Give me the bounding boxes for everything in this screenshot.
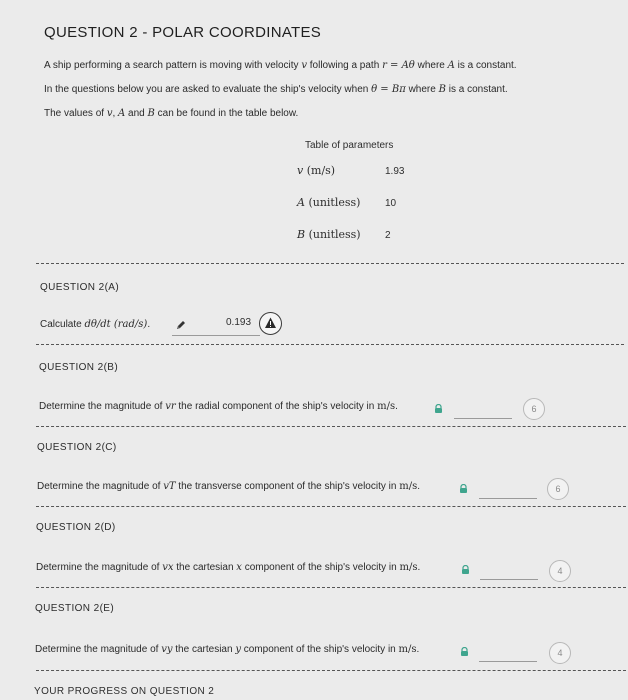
question-2e-header: QUESTION 2(E) — [35, 603, 115, 614]
question-2a-status-badge[interactable] — [259, 312, 282, 335]
table-row-b-value: 2 — [385, 230, 391, 241]
question-2d-prompt: Determine the magnitude of vx the cartesian x component of the ship's velocity in m/s. — [36, 562, 421, 573]
intro-line-1: A ship performing a search pattern is moving with velocity v following a path r = Aθ where A is a constant. — [44, 60, 517, 71]
warning-icon — [260, 313, 281, 334]
question-2c-header: QUESTION 2(C) — [37, 442, 117, 453]
intro-line-3: The values of v, A and B can be found in the table below. — [44, 108, 299, 119]
question-2b-answer-input[interactable] — [454, 418, 512, 419]
question-2c-attempts-badge: 6 — [547, 478, 569, 500]
question-2a-header: QUESTION 2(A) — [40, 282, 120, 293]
section-divider — [36, 506, 626, 507]
section-divider — [36, 263, 624, 264]
table-row-b-label: B (unitless) — [297, 228, 361, 241]
lock-icon — [459, 480, 468, 498]
question-2e-attempts-badge: 4 — [549, 642, 571, 664]
table-row-a-label: A (unitless) — [297, 196, 361, 209]
question-2a-answer-input[interactable] — [196, 310, 256, 334]
question-2e-answer-input[interactable] — [479, 661, 537, 662]
section-divider — [36, 670, 626, 671]
section-divider — [36, 426, 626, 427]
table-row-a-value: 10 — [385, 198, 397, 209]
question-2a-prompt: Calculate dθ/dt (rad/s). — [40, 319, 151, 330]
progress-heading: YOUR PROGRESS ON QUESTION 2 — [34, 686, 215, 697]
intro-line-2: In the questions below you are asked to evaluate the ship's velocity when θ = Bπ where B is a constant. — [44, 84, 508, 95]
question-2b-header: QUESTION 2(B) — [39, 362, 119, 373]
question-2d-answer-input[interactable] — [480, 579, 538, 580]
question-2b-attempts-badge: 6 — [523, 398, 545, 420]
question-2a-answer-underline — [172, 335, 260, 336]
table-row-v-value: 1.93 — [385, 166, 405, 177]
question-2d-attempts-badge: 4 — [549, 560, 571, 582]
lock-icon — [434, 400, 443, 418]
question-2c-prompt: Determine the magnitude of vT the transverse component of the ship's velocity in m/s. — [37, 481, 420, 492]
section-divider — [36, 344, 624, 345]
question-2c-answer-input[interactable] — [479, 498, 537, 499]
pencil-icon[interactable] — [175, 318, 187, 336]
lock-icon — [460, 643, 469, 661]
question-2e-prompt: Determine the magnitude of vy the cartesian y component of the ship's velocity in m/s. — [35, 644, 420, 655]
lock-icon — [461, 561, 470, 579]
question-2d-header: QUESTION 2(D) — [36, 522, 116, 533]
table-row-v-label: v (m/s) — [297, 164, 336, 177]
question-2b-prompt: Determine the magnitude of vr the radial component of the ship's velocity in m/s. — [39, 401, 398, 412]
table-caption: Table of parameters — [305, 140, 394, 151]
page-title: QUESTION 2 - POLAR COORDINATES — [44, 24, 322, 41]
question-2a-answer-value: 0.193 — [226, 317, 252, 328]
section-divider — [36, 587, 626, 588]
